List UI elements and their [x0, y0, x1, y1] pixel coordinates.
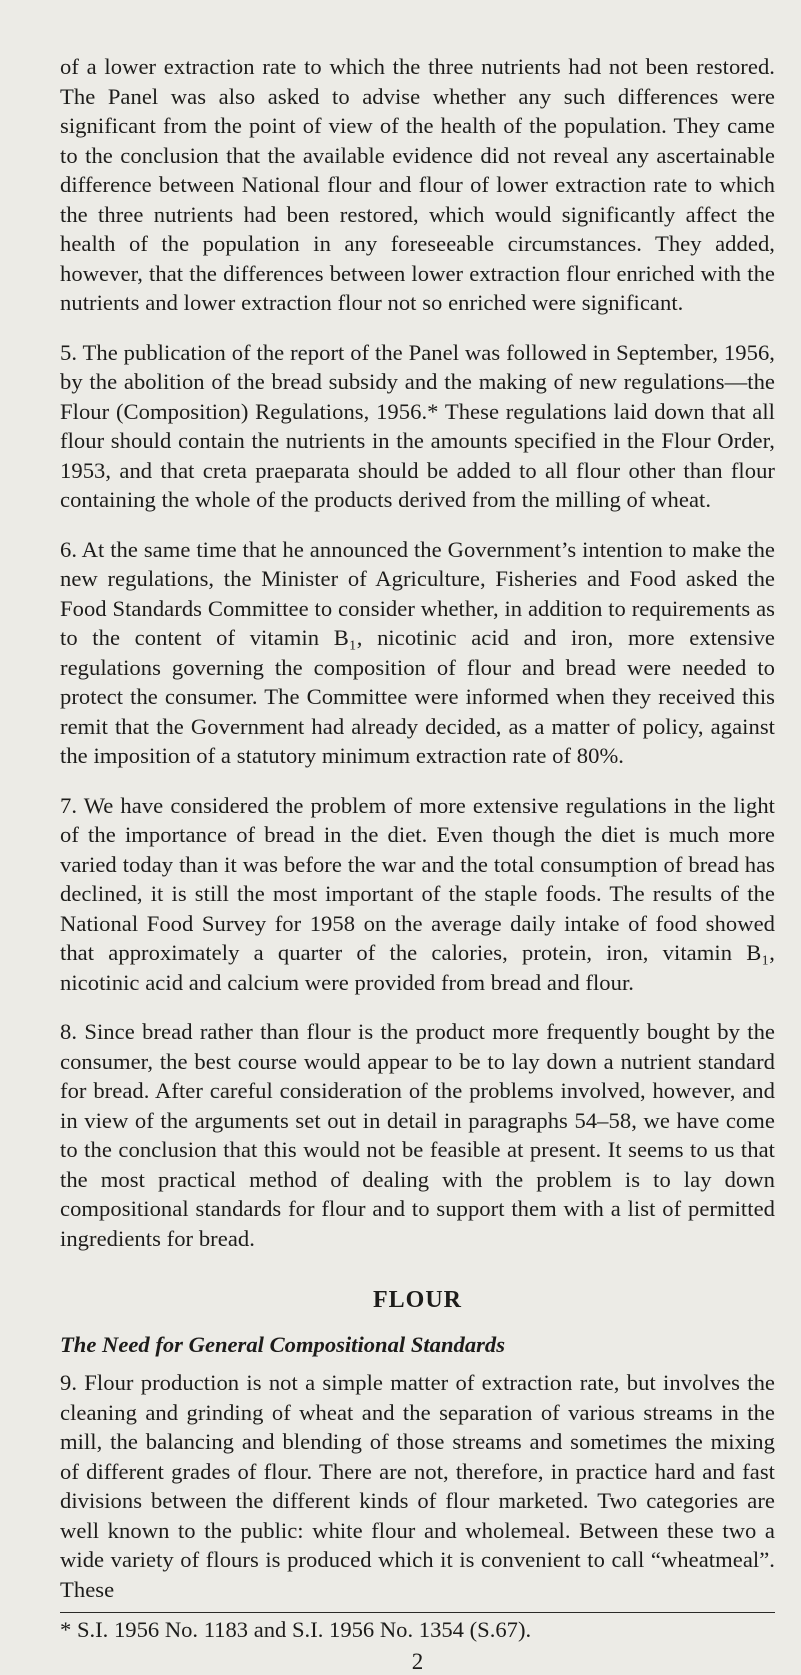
footnote-divider [60, 1612, 775, 1613]
paragraph-4-continued: of a lower extraction rate to which the three nutrients had not been restored. The Panel was also asked to advise whether any such differences were significant from the point of view of the health of the population. They came to the conclusion that the available evidence did not reveal any ascertainable difference between National flour and flour of lower extraction rate to which the three nutrients had been restored, which would significantly affect the health of the population in any foreseeable circumstances. They added, however, that the differences between lower extraction flour enriched with the nutrients and lower extraction flour not so enriched were significant. [60, 54, 775, 315]
page-number: 2 [411, 1649, 424, 1674]
section-subheading: The Need for General Compositional Standards [60, 1332, 506, 1357]
paragraph-6: 6. At the same time that he announced the Government’s intention to make the new regulations, the Minister of Agriculture, Fisheries and Food asked the Food Standards Committee to consider whether, in addition to requirements as to the content of vitamin B₁, nicotinic acid and iron, more extensive regulations governing the composition of flour and bread were needed to protect the consumer. The Committee were informed when they received this remit that the Government had already decided, as a matter of policy, against the imposition of a statutory minimum extraction rate of 80%. [60, 536, 775, 768]
paragraph-8: 8. Since bread rather than flour is the product more frequently bought by the consumer, the best course would appear to be to lay down a nutrient standard for bread. After careful consideration of the problems involved, however, and in view of the arguments set out in detail in paragraphs 54–58, we have come to the conclusion that this would not be feasible at present. It seems to us that the most practical method of dealing with the problem is to lay down compositional standards for flour and to support them with a list of permitted ingredients for bread. [60, 1019, 775, 1251]
paragraph-5: 5. The publication of the report of the Panel was followed in September, 1956, by the abolition of the bread subsidy and the making of new regulations—the Flour (Composition) Regulations, 1956.* These regulations laid down that all flour should contain the nutrients in the amounts specified in the Flour Order, 1953, and that creta praeparata should be added to all flour other than flour containing the whole of the products derived from the milling of wheat. [60, 339, 775, 512]
paragraph-7: 7. We have considered the problem of more extensive regulations in the light of the importance of bread in the diet. Even though the diet is much more varied today than it was before the war and the total consumption of bread has declined, it is still the most important of the staple foods. The results of the National Food Survey for 1958 on the average daily intake of food showed that approximately a quarter of the calories, protein, iron, vitamin B₁, nicotinic acid and calcium were provided from bread and flour. [60, 792, 775, 995]
section-title: FLOUR [373, 1287, 462, 1313]
footnote: * S.I. 1956 No. 1183 and S.I. 1956 No. 1354 (S.67). [60, 1617, 532, 1642]
paragraph-9: 9. Flour production is not a simple matter of extraction rate, but involves the cleaning and grinding of wheat and the separation of various streams in the mill, the balancing and blending of those streams and sometimes the mixing of different grades of flour. There are not, therefore, in practice hard and fast divisions between the different kinds of flour marketed. Two categories are well known to the public: white flour and wholemeal. Between these two a wide variety of flours is produced which it is convenient to call “wheatmeal”. These [60, 1370, 775, 1602]
